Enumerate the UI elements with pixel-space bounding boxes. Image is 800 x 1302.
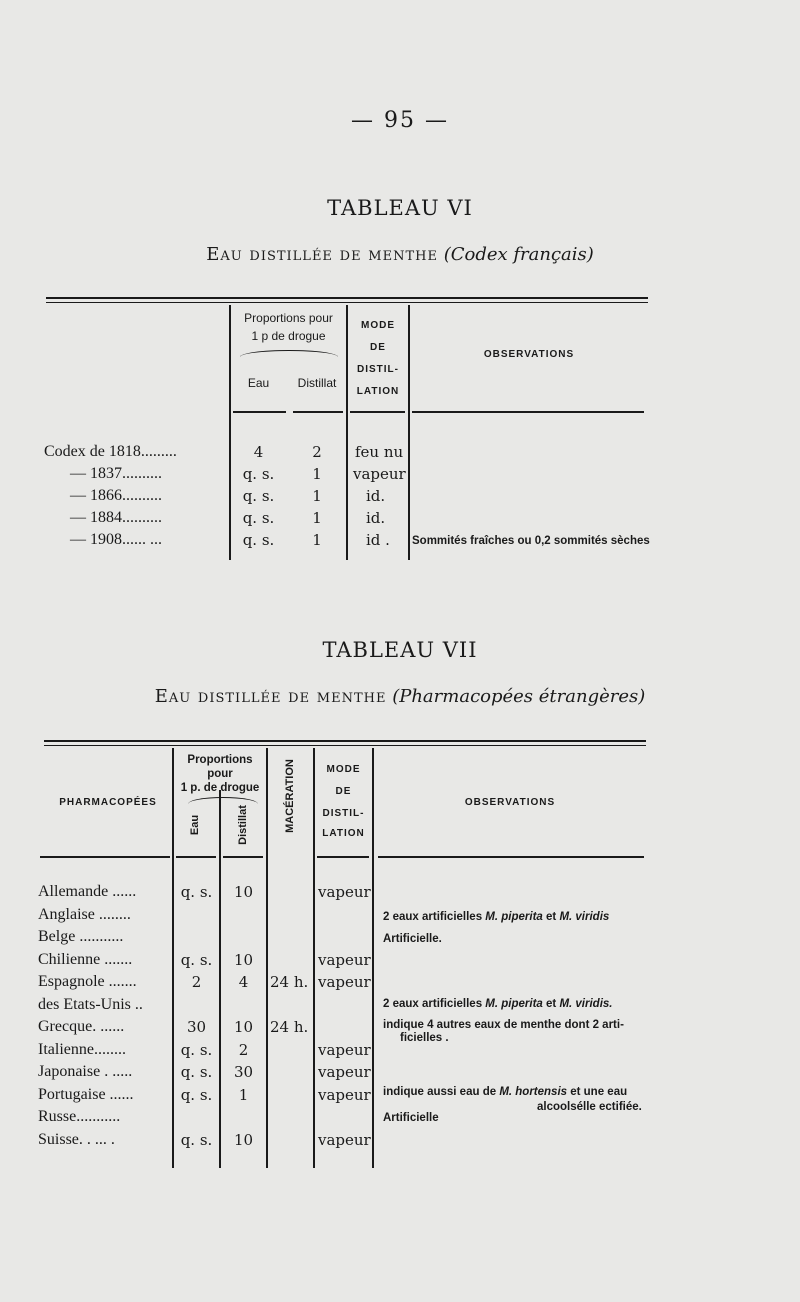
t6-row-name: — 1866.......... — [70, 487, 162, 504]
t7-header-de: DE — [335, 786, 352, 797]
t7-obs-text: et — [542, 998, 560, 1010]
t6-row-eau: q. s. — [242, 531, 275, 549]
t7-row-eau: 2 — [191, 973, 202, 991]
t7-hdr-under-eau — [176, 856, 216, 858]
t7-hdr-under-dist — [223, 856, 263, 858]
t6-row-observation: Sommités fraîches ou 0,2 sommités sèches — [412, 535, 650, 547]
t7-obs-species: M. hortensis — [499, 1086, 568, 1098]
t6-header-brace — [240, 350, 338, 357]
t7-row-name: Grecque. ...... — [38, 1018, 125, 1035]
t7-obs-belge: Artificielle. — [383, 933, 442, 945]
t7-row-eau: q. s. — [180, 951, 213, 969]
t7-obs-text: et une eau — [567, 1086, 628, 1098]
t6-hdr-under-eau — [233, 411, 286, 413]
t7-row-distillat: 10 — [233, 883, 254, 901]
t6-header-mode: MODE — [361, 320, 395, 331]
t7-header-proportions: Proportions — [187, 754, 253, 766]
t7-row-name: Belge ........... — [38, 928, 124, 945]
t6-top-rule — [46, 297, 648, 299]
t7-row-eau: q. s. — [180, 1041, 213, 1059]
t6-header-distillat: Distillat — [297, 376, 337, 390]
t7-row-name: Chilienne ....... — [38, 951, 133, 968]
t7-row-mode: vapeur — [318, 1041, 371, 1059]
t7-header-observations: OBSERVATIONS — [464, 797, 556, 808]
t6-row-distillat: 1 — [312, 487, 322, 505]
t7-row-name: Suisse. . ... . — [38, 1131, 115, 1148]
t7-hdr-under-pharm — [40, 856, 170, 858]
t7-header-distillat: Distillat — [237, 805, 249, 845]
t6-row-eau: q. s. — [242, 509, 275, 527]
t7-header-lation: LATION — [322, 828, 365, 839]
t7-obs-species: M. viridis. — [559, 998, 613, 1010]
t7-row-name: Russe........... — [38, 1108, 121, 1125]
t7-row-eau: q. s. — [180, 1086, 213, 1104]
t6-row-mode: id. — [366, 487, 386, 505]
t7-row-name: Japonaise . ..... — [38, 1063, 133, 1080]
t7-row-distillat: 30 — [233, 1063, 254, 1081]
t7-obs-text: indique aussi eau de — [383, 1086, 500, 1098]
t7-row-eau: q. s. — [180, 883, 213, 901]
t6-row-mode: id. — [366, 509, 386, 527]
t6-hdr-under-obs — [412, 411, 644, 413]
tableau-vi-subtitle-main: Eau distillée de menthe — [206, 244, 438, 265]
t7-row-mode: vapeur — [318, 1131, 371, 1149]
t7-row-distillat: 10 — [233, 951, 254, 969]
t7-obs-anglaise — [383, 910, 609, 924]
t6-row-distillat: 1 — [312, 531, 322, 549]
t7-row-mode: vapeur — [318, 951, 371, 969]
t7-row-eau: 30 — [186, 1018, 207, 1036]
t6-header-lation: LATION — [356, 386, 400, 397]
t7-hdr-under-obs — [378, 856, 644, 858]
t6-row-mode: feu nu — [355, 443, 404, 461]
t6-header-proportions: Proportions pour — [244, 311, 333, 325]
t7-obs-portugaise-cont: alcoolsélle ectifiée. — [537, 1101, 642, 1113]
t7-row-name: des Etats-Unis .. — [38, 996, 143, 1013]
t7-row-name: Portugaise ...... — [38, 1086, 134, 1103]
t6-row-eau: q. s. — [242, 465, 275, 483]
t7-obs-russe: Artificielle — [383, 1112, 439, 1124]
t7-header-eau: Eau — [189, 814, 201, 836]
tableau-vii-title: TABLEAU VII — [322, 638, 478, 662]
tableau-vii-subtitle-main: Eau distillée de menthe — [154, 686, 387, 707]
tableau-vi-subtitle — [0, 244, 800, 265]
t7-row-distillat: 10 — [233, 1131, 254, 1149]
t7-row-distillat: 2 — [238, 1041, 249, 1059]
t7-row-eau: q. s. — [180, 1063, 213, 1081]
t7-row-distillat: 10 — [233, 1018, 254, 1036]
t6-row-name: — 1837.......... — [70, 465, 162, 482]
t7-obs-text: 2 eaux artificielles — [383, 998, 486, 1010]
tableau-vii-subtitle — [0, 686, 800, 707]
t7-row-mode: vapeur — [318, 973, 371, 991]
t6-col-sep-3 — [408, 305, 410, 560]
t7-row-mode: vapeur — [318, 883, 371, 901]
t7-row-maceration: 24 h. — [270, 973, 309, 991]
t6-row-eau: 4 — [253, 443, 264, 461]
t7-obs-text: 2 eaux artificielles — [383, 911, 486, 923]
t6-row-distillat: 2 — [312, 443, 322, 461]
t6-row-name: Codex de 1818......... — [44, 443, 177, 460]
t7-col-sep-4 — [372, 748, 374, 1168]
t6-row-eau: q. s. — [242, 487, 275, 505]
t7-top-rule — [44, 740, 646, 742]
t7-col-sep-2 — [266, 748, 268, 1168]
t7-row-name: Espagnole ....... — [38, 973, 137, 990]
page-number: — 95 — — [351, 108, 449, 133]
t7-row-distillat: 1 — [238, 1086, 249, 1104]
t7-row-name: Allemande ...... — [38, 883, 137, 900]
t7-obs-etats-unis — [383, 997, 612, 1011]
t7-obs-species: M. piperita — [485, 998, 543, 1010]
t7-header-distil: DISTIL- — [322, 808, 365, 819]
t7-header-mode: MODE — [326, 764, 361, 775]
t7-obs-grecque-cont: ficielles . — [400, 1032, 449, 1044]
t6-row-distillat: 1 — [312, 509, 322, 527]
t7-header-drogue: 1 p. de drogue — [180, 782, 260, 794]
t6-row-name: — 1908...... ... — [70, 531, 162, 548]
t7-header-maceration: MACÉRATION — [284, 759, 296, 833]
t7-obs-grecque: indique 4 autres eaux de menthe dont 2 arti- — [383, 1019, 624, 1031]
t6-hdr-under-mode — [350, 411, 405, 413]
tableau-vii-subtitle-source: (Pharmacopées étrangères) — [392, 686, 646, 707]
t6-row-mode: id . — [366, 531, 390, 549]
t6-hdr-under-dist — [293, 411, 343, 413]
t6-row-distillat: 1 — [312, 465, 322, 483]
t6-top-rule-thin — [46, 302, 648, 303]
t7-row-eau: q. s. — [180, 1131, 213, 1149]
t7-obs-species: M. viridis — [559, 911, 610, 923]
t7-header-pharmacopees: PHARMACOPÉES — [59, 797, 157, 808]
t6-row-name: — 1884.......... — [70, 509, 162, 526]
t7-row-mode: vapeur — [318, 1086, 371, 1104]
t6-header-observations: OBSERVATIONS — [483, 349, 575, 360]
t7-row-maceration: 24 h. — [270, 1018, 309, 1036]
tableau-vi-subtitle-source: (Codex français) — [443, 244, 594, 265]
t7-obs-portugaise — [383, 1085, 627, 1099]
t6-header-eau: Eau — [247, 376, 270, 390]
t6-header-de: DE — [370, 342, 386, 353]
t7-obs-text: et — [542, 911, 560, 923]
t7-row-name: Italienne........ — [38, 1041, 126, 1058]
t6-header-distil: DISTIL- — [357, 364, 399, 375]
t6-header-drogue: 1 p de drogue — [251, 329, 326, 343]
t7-row-mode: vapeur — [318, 1063, 371, 1081]
t7-top-rule-thin — [44, 745, 646, 746]
t7-hdr-under-mode — [317, 856, 369, 858]
t7-row-distillat: 4 — [238, 973, 249, 991]
t7-header-pour: pour — [207, 768, 233, 780]
t7-obs-species: M. piperita — [485, 911, 543, 923]
t7-row-name: Anglaise ........ — [38, 906, 131, 923]
t6-row-mode: vapeur — [353, 465, 406, 483]
tableau-vi-title: TABLEAU VI — [327, 196, 473, 220]
